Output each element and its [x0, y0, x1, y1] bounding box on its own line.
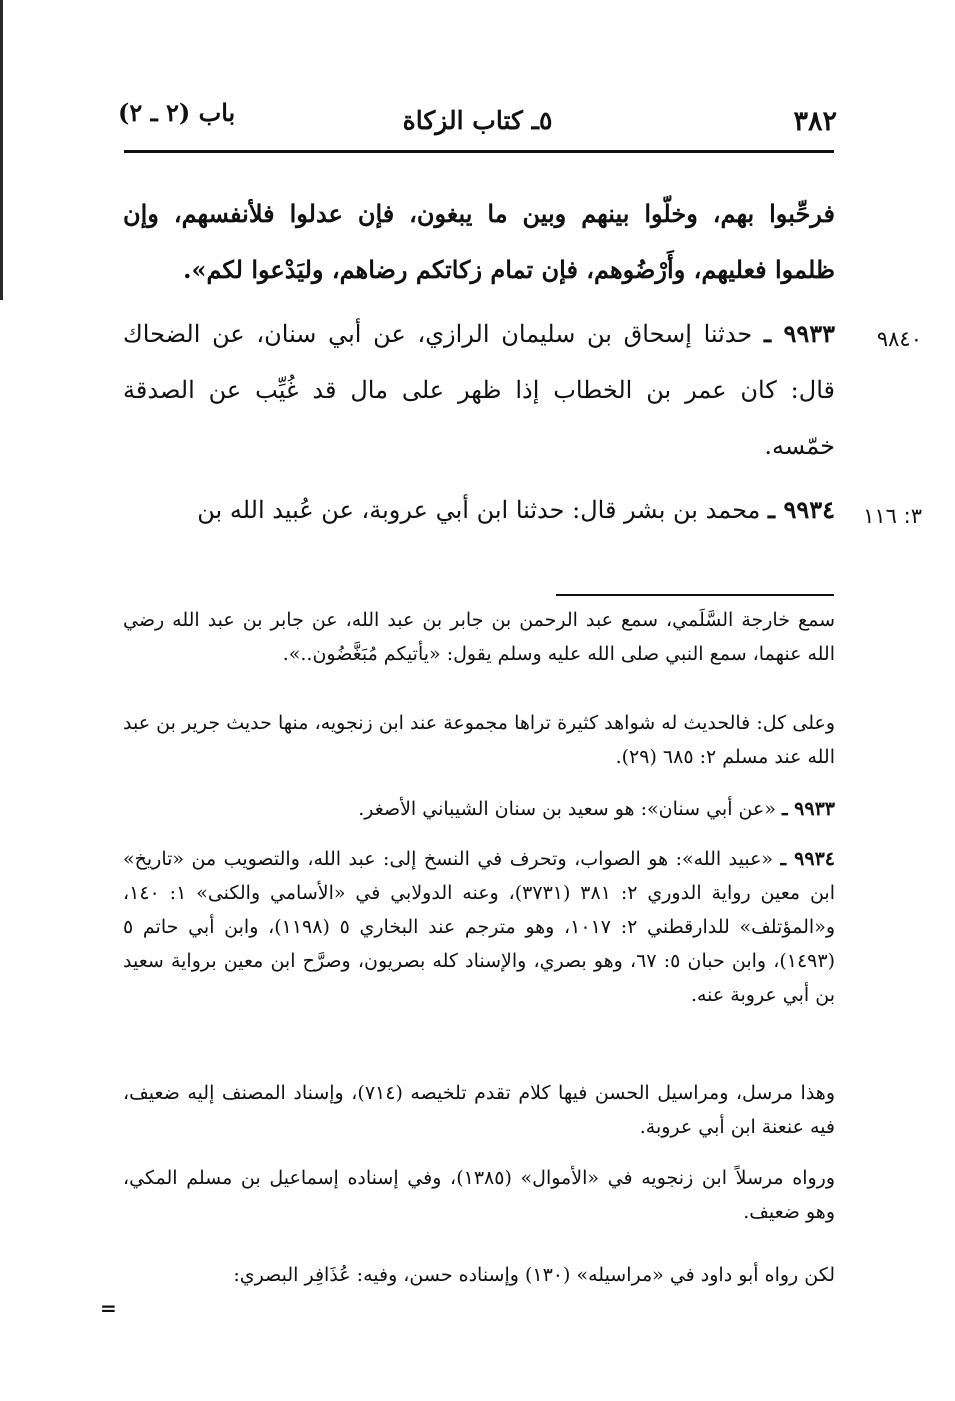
footnote-9934: [123, 842, 835, 1012]
page-edge-shadow: [0, 0, 3, 300]
hadith-text: محمد بن بشر قال: حدثنا ابن أبي عروبة، عن عُبيد الله بن: [197, 496, 769, 524]
margin-reference-1: ٩٨٤٠: [876, 327, 922, 351]
footnote-2: وعلى كل: فالحديث له شواهد كثيرة تراها مجموعة عند ابن زنجويه، منها حديث جرير بن عبد الله عند مسلم ٢: ٦٨٥ (٢٩).: [123, 712, 835, 768]
footnote-7: لكن رواه أبو داود في «مراسيله» (١٣٠) وإسناده حسن، وفيه: عُذَافِر البصري:: [233, 1264, 835, 1286]
footnote-separator: [556, 594, 834, 596]
footnote-text: «عبيد الله»: هو الصواب، وتحرف في النسخ إلى: عبد الله، والتصويب من «تاريخ» ابن معين رواية الدوري ٢: ٣٨١ (٣٧٣١)، وعنه الدولابي في «الأسامي والكنى» ١: ١٤٠، و«المؤتلف» للدارقطني ٢: ١٠١٧، وهو مترجم عند البخاري ٥ (١١٩٨)، وابن أبي حاتم ٥ (١٤٩٣)، وابن حبان ٥: ٦٧، وهو بصري، والإسناد كله بصريون، وصرَّح ابن معين برواية سعيد بن أبي عروبة عنه.: [123, 848, 836, 1006]
margin-reference-2: ٣: ١١٦: [863, 504, 922, 528]
hadith-number: ٩٩٣٣ ـ: [763, 319, 835, 348]
footnote-5: وهذا مرسل، ومراسيل الحسن فيها كلام تقدم تلخيصه (٧١٤)، وإسناد المصنف إليه ضعيف، فيه عنعنة ابن أبي عروبة.: [123, 1082, 835, 1138]
header-rule: [124, 150, 834, 153]
footnote-text: «عن أبي سنان»: هو سعيد بن سنان الشيباني الأصغر.: [358, 798, 782, 820]
hadith-text: حدثنا إسحاق بن سليمان الرازي، عن أبي سنان، عن الضحاك قال: كان عمر بن الخطاب إذا ظهر على مال قد غُيِّب عن الصدقة خمّسه.: [123, 320, 835, 460]
chapter-label: باب (٢ ـ ٢): [118, 98, 236, 127]
hadith-9933: [123, 306, 835, 474]
page-number: ٣٨٢: [793, 106, 837, 137]
book-title: ٥ـ كتاب الزكاة: [402, 106, 553, 135]
hadith-9934: [123, 482, 835, 538]
footnote-1: سمع خارجة السَّلَمي، سمع عبد الرحمن بن جابر بن عبد الله، عن جابر بن عبد الله رضي الله عنهما، سمع النبي صلى الله عليه وسلم يقول: «يأتيكم مُبَغَّضُون..».: [123, 609, 835, 665]
main-paragraph-1: فرحِّبوا بهم، وخلّوا بينهم وبين ما يبغون، فإن عدلوا فلأنفسهم، وإن ظلموا فعليهم، وأَرْضُوهم، فإن تمام زكاتكم رضاهم، وليَدْعوا لكم».: [123, 199, 835, 284]
footnote-number: ٩٩٣٤ ـ: [780, 848, 835, 870]
footnote-number: ٩٩٣٣ ـ: [781, 798, 835, 820]
footnote-9933: [123, 792, 835, 826]
continuation-mark: =: [100, 1296, 117, 1320]
footnote-6: ورواه مرسلاً ابن زنجويه في «الأموال» (١٣٨٥)، وفي إسناده إسماعيل بن مسلم المكي، وهو ضعيف.: [123, 1167, 835, 1223]
hadith-number: ٩٩٣٤ ـ: [768, 495, 835, 524]
